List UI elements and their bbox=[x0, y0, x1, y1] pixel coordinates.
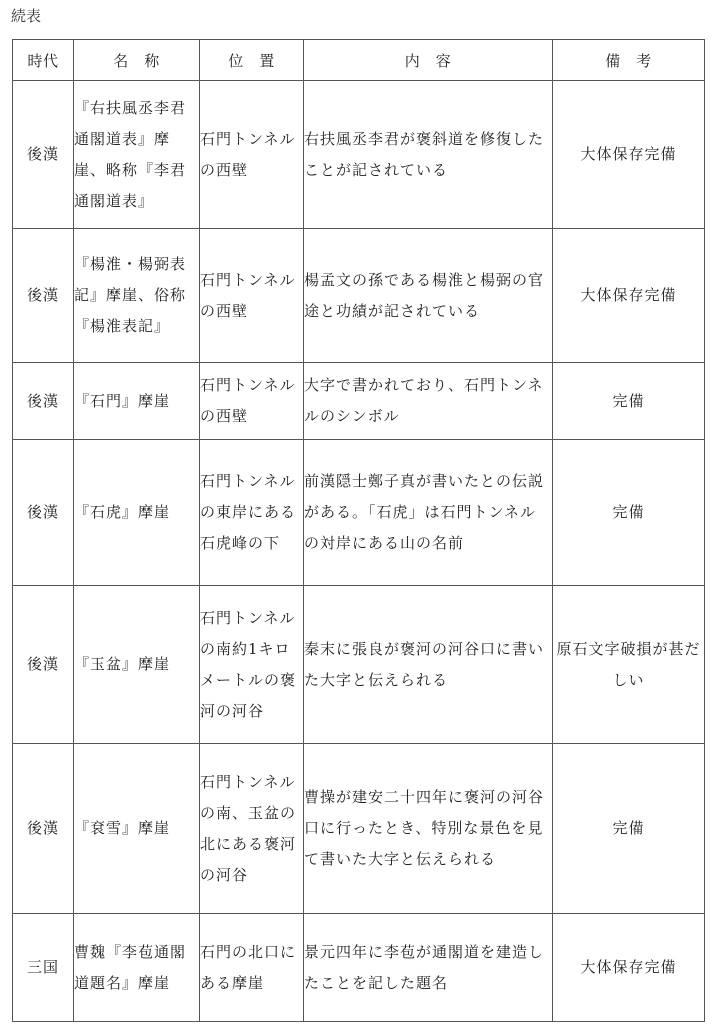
cell-era: 後漢 bbox=[13, 440, 74, 586]
header-era: 時代 bbox=[13, 40, 74, 81]
continued-table bbox=[12, 39, 705, 1022]
cell-content: 秦末に張良が褒河の河谷口に書いた大字と伝えられる bbox=[304, 586, 553, 744]
header-location: 位 置 bbox=[200, 40, 304, 81]
cell-note: 大体保存完備 bbox=[553, 914, 705, 1022]
cell-name: 『玉盆』摩崖 bbox=[74, 586, 200, 744]
cell-era: 後漢 bbox=[13, 586, 74, 744]
table-row bbox=[13, 81, 705, 229]
cell-location: 石門トンネルの西壁 bbox=[200, 363, 304, 440]
cell-note: 完備 bbox=[553, 744, 705, 914]
cell-note: 原石文字破損が甚だしい bbox=[553, 586, 705, 744]
cell-era: 後漢 bbox=[13, 744, 74, 914]
cell-location: 石門トンネルの西壁 bbox=[200, 81, 304, 229]
cell-name: 『石虎』摩崖 bbox=[74, 440, 200, 586]
table-row bbox=[13, 440, 705, 586]
cell-name: 『楊淮・楊弼表記』摩崖、俗称『楊淮表記』 bbox=[74, 229, 200, 363]
cell-name: 『袞雪』摩崖 bbox=[74, 744, 200, 914]
cell-location: 石門トンネルの東岸にある石虎峰の下 bbox=[200, 440, 304, 586]
header-content: 内 容 bbox=[304, 40, 553, 81]
cell-note: 大体保存完備 bbox=[553, 81, 705, 229]
table-row bbox=[13, 744, 705, 914]
header-note: 備 考 bbox=[553, 40, 705, 81]
table-caption: 続表 bbox=[11, 7, 42, 25]
cell-era: 三国 bbox=[13, 914, 74, 1022]
cell-name: 『右扶風丞李君通閣道表』摩崖、略称『李君通閣道表』 bbox=[74, 81, 200, 229]
cell-location: 石門トンネルの南、玉盆の北にある褒河の河谷 bbox=[200, 744, 304, 914]
cell-name: 『石門』摩崖 bbox=[74, 363, 200, 440]
cell-location: 石門トンネルの南約1キロメートルの褒河の河谷 bbox=[200, 586, 304, 744]
cell-note: 完備 bbox=[553, 363, 705, 440]
cell-content: 楊孟文の孫である楊淮と楊弼の官途と功績が記されている bbox=[304, 229, 553, 363]
table-row bbox=[13, 586, 705, 744]
cell-content: 景元四年に李苞が通閣道を建造したことを記した題名 bbox=[304, 914, 553, 1022]
table-row bbox=[13, 229, 705, 363]
cell-location: 石門の北口にある摩崖 bbox=[200, 914, 304, 1022]
table-row bbox=[13, 914, 705, 1022]
cell-location: 石門トンネルの西壁 bbox=[200, 229, 304, 363]
cell-note: 完備 bbox=[553, 440, 705, 586]
cell-note: 大体保存完備 bbox=[553, 229, 705, 363]
table-row bbox=[13, 363, 705, 440]
cell-content: 曹操が建安二十四年に褒河の河谷口に行ったとき、特別な景色を見て書いた大字と伝えられる bbox=[304, 744, 553, 914]
cell-era: 後漢 bbox=[13, 363, 74, 440]
header-name: 名 称 bbox=[74, 40, 200, 81]
cell-content: 前漢隠士鄭子真が書いたとの伝説がある。「石虎」は石門トンネルの対岸にある山の名前 bbox=[304, 440, 553, 586]
cell-content: 右扶風丞李君が褒斜道を修復したことが記されている bbox=[304, 81, 553, 229]
cell-era: 後漢 bbox=[13, 81, 74, 229]
cell-content: 大字で書かれており、石門トンネルのシンボル bbox=[304, 363, 553, 440]
cell-era: 後漢 bbox=[13, 229, 74, 363]
table-header-row bbox=[13, 40, 705, 81]
cell-name: 曹魏『李苞通閣道題名』摩崖 bbox=[74, 914, 200, 1022]
